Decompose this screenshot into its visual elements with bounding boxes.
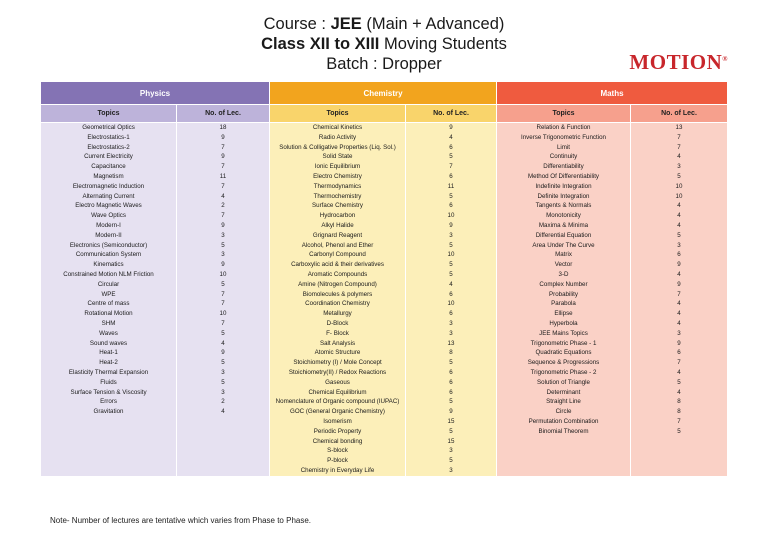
topic-cell: Probability [549,290,578,298]
lecture-count-cell: 5 [449,398,453,406]
topic-cell [41,417,176,427]
lecture-count-cell: 6 [449,202,453,210]
lecture-count-cell: 4 [221,339,225,347]
topic-cell: Gravitation [93,408,124,416]
physics-header: Physics [41,82,269,104]
physics-topics-header: Topics [41,105,176,122]
lecture-count-cell: 9 [449,124,453,131]
topic-cell: Continuity [549,153,578,161]
lecture-count-cell: 3 [449,329,453,337]
maths-rows [497,123,727,476]
lecture-count-cell: 4 [677,388,681,396]
topic-cell: Wave Optics [91,212,126,220]
lecture-count-cell: 10 [447,212,455,220]
topic-cell: Communication System [75,251,142,259]
lecture-count-cell: 5 [221,280,225,288]
lecture-count-cell: 5 [449,192,453,200]
topic-cell: SHM [101,319,116,327]
lecture-count-cell: 7 [449,163,453,171]
course-rest: (Main + Advanced) [361,15,505,33]
topic-cell: F- Block [326,329,349,337]
topic-cell: Differential Equation [535,231,592,239]
topic-cell: Differentiability [543,163,584,171]
lecture-count-cell: 5 [221,359,225,367]
lecture-count-cell: 3 [449,447,453,455]
lecture-count-cell: 11 [219,172,227,180]
topic-cell: Electro Chemistry [313,172,362,180]
topic-cell: Geometrical Optics [82,124,135,131]
lecture-count-cell [631,466,727,476]
maths-topic-cells [497,123,630,476]
topic-cell [497,466,630,476]
topic-cell: Straight Line [546,398,581,406]
topic-cell: Heat-2 [99,359,118,367]
lecture-count-cell: 9 [221,133,225,141]
topic-cell: Method Of Differentiability [527,172,600,180]
chemistry-topic-cells [270,123,405,476]
lecture-count-cell: 5 [449,427,453,435]
lecture-count-cell: 6 [449,368,453,376]
lecture-count-cell: 5 [449,270,453,278]
lecture-count-cell [177,466,269,476]
lecture-count-cell: 4 [677,221,681,229]
topic-cell: Circular [97,280,120,288]
logo-registered-mark: ® [722,55,728,63]
topic-cell: Inverse Trigonometric Function [521,133,606,141]
topic-cell: Definite Integration [537,192,590,200]
lecture-count-cell: 3 [221,388,225,396]
topic-cell [41,466,176,476]
lecture-count-cell: 6 [449,378,453,386]
lecture-count-cell: 3 [221,251,225,259]
topic-cell: Alternating Current [82,192,135,200]
lecture-count-cell: 7 [677,143,681,151]
lecture-count-cell: 9 [221,349,225,357]
topic-cell: Modern-II [95,231,122,239]
lecture-count-cell [631,446,727,456]
lecture-count-cell: 4 [449,133,453,141]
lecture-count-cell: 3 [677,329,681,337]
topic-cell: Sequence & Progressions [527,359,600,367]
lecture-count-cell: 8 [677,398,681,406]
lecture-count-cell [177,446,269,456]
lecture-count-cell: 6 [677,251,681,259]
lecture-count-cell: 10 [447,300,455,308]
topic-cell [41,456,176,466]
lecture-count-cell: 9 [221,221,225,229]
lecture-count-cell: 5 [449,261,453,269]
lecture-count-cell: 5 [221,329,225,337]
lecture-count-cell: 3 [449,319,453,327]
topic-cell: Salt Analysis [319,339,356,347]
topic-cell: Thermochemistry [313,192,362,200]
lecture-count-cell: 7 [677,133,681,141]
lecture-count-cell [177,417,269,427]
motion-logo [629,50,728,75]
lecture-count-cell: 7 [221,182,225,190]
lecture-count-cell: 5 [449,241,453,249]
topic-cell: Atomic Structure [314,349,361,357]
topic-cell: Capacitance [91,163,126,171]
lecture-count-cell: 7 [221,163,225,171]
topic-cell [41,427,176,437]
lecture-count-cell: 3 [449,466,453,474]
topic-cell [41,446,176,456]
topic-cell: P-block [327,457,348,465]
lecture-count-cell: 10 [219,310,227,318]
lecture-count-cell: 5 [677,231,681,239]
topic-cell [497,437,630,447]
lecture-count-cell: 4 [449,280,453,288]
lecture-count-cell: 18 [219,124,227,131]
topic-cell: Rotational Motion [84,310,133,318]
topic-cell: S-block [327,447,348,455]
topic-cell [497,456,630,466]
topic-cell: Electro Magnetic Waves [75,202,142,210]
lecture-count-cell: 10 [675,182,683,190]
lecture-count-cell: 7 [677,290,681,298]
topic-cell: Hyperbola [549,319,578,327]
course-name: JEE [330,15,362,33]
lecture-count-cell: 4 [677,368,681,376]
lecture-count-cell: 9 [221,153,225,161]
lecture-count-cell: 4 [677,300,681,308]
lecture-count-cell: 5 [677,172,681,180]
topic-cell: Alcohol, Phenol and Ether [301,241,374,249]
lecture-count-cell: 13 [447,339,455,347]
lecture-count-cell: 15 [447,437,455,445]
topic-cell: Centre of mass [87,300,130,308]
batch-line: Batch : Dropper [326,55,442,73]
lecture-count-cell: 4 [677,153,681,161]
lecture-count-cell: 8 [449,349,453,357]
topic-cell: D-Block [326,319,349,327]
lecture-count-cell: 4 [221,192,225,200]
course-line [0,14,768,34]
topic-cell: Indefinite Integration [535,182,592,190]
lecture-count-cell: 3 [221,231,225,239]
lecture-count-cell: 6 [449,310,453,318]
lecture-count-cell: 5 [449,153,453,161]
topic-cell: Binomial Theorem [538,427,589,435]
physics-column [41,105,269,514]
topic-cell: Chemical Kinetics [312,124,363,131]
lecture-count-cell: 7 [221,300,225,308]
topic-cell: Stoichiometry (I) / Mole Concept [293,359,382,367]
lecture-count-cell: 6 [449,388,453,396]
topic-cell: Elasticity Thermal Expansion [68,368,149,376]
lecture-count-cell: 7 [677,417,681,425]
topic-cell: Constrained Motion NLM Friction [63,270,154,278]
chemistry-rows [270,123,496,476]
topic-cell: Permutation Combination [528,417,599,425]
lecture-count-cell: 4 [677,310,681,318]
topic-cell: Parabola [551,300,576,308]
lecture-count-cell: 5 [677,378,681,386]
topic-cell: Alkyl Halide [321,221,354,229]
maths-topics-header: Topics [497,105,630,122]
lecture-count-cell: 3 [221,368,225,376]
topic-cell: Quadratic Equations [535,349,592,357]
topic-cell: Area Under The Curve [532,241,595,249]
lecture-count-cell [177,427,269,437]
topic-cell: Errors [100,398,117,406]
topic-cell: Heat-1 [99,349,118,357]
lecture-count-cell [177,437,269,447]
topic-cell: Carbonyl Compound [309,251,366,259]
lecture-count-cell: 6 [449,172,453,180]
lecture-count-cell: 11 [447,182,455,190]
lecture-count-cell: 7 [677,359,681,367]
topic-cell: Periodic Property [313,427,362,435]
lecture-count-cell: 7 [221,319,225,327]
lecture-count-cell: 10 [447,251,455,259]
topic-cell: Electronics (Semiconductor) [69,241,148,249]
topic-cell: Tangents & Normals [535,202,592,210]
topic-cell: Solution of Triangle [537,378,590,386]
lecture-count-cell: 6 [449,290,453,298]
maths-column [497,105,727,514]
lecture-count-cell: 10 [675,192,683,200]
chemistry-lecture-cells [406,123,496,476]
topic-cell: Ionic Equilibrium [314,163,361,171]
topic-cell: Trigonometric Phase - 1 [530,339,597,347]
topic-cell: Thermodynamics [313,182,362,190]
topic-cell: Determinant [546,388,581,396]
lecture-count-cell: 4 [221,408,225,416]
lecture-count-cell: 6 [677,349,681,357]
lecture-count-cell: 5 [221,241,225,249]
topic-cell: Maxima & Minima [538,221,589,229]
lecture-count-cell: 6 [449,143,453,151]
topic-cell: Isomerism [323,417,352,425]
chemistry-column [270,105,496,514]
topic-cell: Limit [556,143,571,151]
chemistry-header: Chemistry [270,82,496,104]
lecture-count-cell [631,437,727,447]
class-rest: Moving Students [379,35,507,53]
topic-cell: Electromagnetic Induction [72,182,145,190]
topic-cell: Vector [554,261,573,269]
topic-cell [41,437,176,447]
maths-column-headers [497,105,727,122]
chemistry-lectures-header: No. of Lec. [406,105,496,122]
lecture-count-cell: 9 [449,221,453,229]
topic-cell: Relation & Function [536,124,591,131]
topic-cell: Surface Tension & Viscosity [70,388,147,396]
topic-cell: Stoichiometry(II) / Redox Reactions [288,368,387,376]
logo-text: MOTION [629,50,723,74]
topic-cell: Grignard Reagent [312,231,363,239]
lecture-table [41,82,727,514]
lecture-count-cell: 8 [677,408,681,416]
lecture-count-cell: 4 [677,202,681,210]
topic-cell: Biomolecules & polymers [302,290,373,298]
lecture-count-cell: 5 [449,359,453,367]
lecture-count-cell: 9 [677,280,681,288]
lecture-count-cell: 13 [675,124,683,131]
class-name: Class XII to XIII [261,35,380,53]
lecture-count-cell: 4 [677,270,681,278]
chemistry-column-headers [270,105,496,122]
topic-cell [497,446,630,456]
topic-cell: Hydrocarbon [319,212,356,220]
physics-lectures-header: No. of Lec. [177,105,269,122]
topic-cell: GOC (General Organic Chemistry) [290,408,385,416]
physics-rows [41,123,269,476]
topic-cell: Metallurgy [323,310,352,318]
topic-cell: JEE Mains Topics [539,329,588,337]
lecture-count-cell [177,456,269,466]
lecture-count-cell: 9 [677,339,681,347]
maths-lecture-cells [631,123,727,476]
lecture-count-cell: 9 [449,408,453,416]
topic-cell: Monotonicity [546,212,581,220]
lecture-count-cell: 5 [449,457,453,465]
topic-cell: Amine (Nitrogen Compound) [298,280,377,288]
topic-cell: Radio Activity [318,133,357,141]
lecture-count-cell: 4 [677,212,681,220]
topic-cell: Modern-I [96,221,121,229]
chemistry-topics-header: Topics [270,105,405,122]
lecture-count-cell [631,456,727,466]
topic-cell: Carboxylic acid & their derivatives [291,261,384,269]
topic-cell: Chemical Equilibrium [308,388,367,396]
lecture-count-cell: 5 [221,378,225,386]
course-prefix: Course : [263,15,331,33]
lecture-count-cell: 7 [221,290,225,298]
topic-cell: Coordination Chemistry [305,300,370,308]
lecture-count-cell: 15 [447,417,455,425]
physics-topic-cells [41,123,176,476]
maths-header: Maths [497,82,727,104]
topic-cell: Surface Chemistry [312,202,363,210]
lecture-count-cell: 9 [677,261,681,269]
lecture-count-cell: 7 [221,143,225,151]
topic-cell: Sound waves [89,339,128,347]
topic-cell: Electrostatics-2 [87,143,130,151]
maths-lectures-header: No. of Lec. [631,105,727,122]
topic-cell: Waves [99,329,118,337]
lecture-count-cell: 9 [221,261,225,269]
topic-cell: Magnetism [93,172,124,180]
topic-cell: Electrostatics-1 [87,133,130,141]
lecture-count-cell: 3 [449,231,453,239]
topic-cell: Aromatic Compounds [307,270,368,278]
topic-cell: Chemical bonding [312,437,363,445]
lecture-count-cell: 3 [677,163,681,171]
topic-cell: Chemistry in Everyday Life [300,466,375,474]
topic-cell: Solid State [322,153,353,161]
lecture-count-cell: 5 [677,427,681,435]
topic-cell: WPE [101,290,116,298]
topic-cell: Complex Number [539,280,588,288]
lecture-count-cell: 4 [677,319,681,327]
topic-cell: 3-D [558,270,569,278]
lecture-count-cell: 7 [221,212,225,220]
topic-cell: Current Electricity [84,153,133,161]
physics-lecture-cells [177,123,269,476]
topic-cell: Nomenclature of Organic compound (IUPAC) [275,398,400,406]
lecture-count-cell: 2 [221,202,225,210]
topic-cell: Solution & Colligative Properties (Liq. Sol.) [279,143,396,151]
topic-cell: Fluids [100,378,117,386]
physics-column-headers [41,105,269,122]
lecture-count-cell: 2 [221,398,225,406]
topic-cell: Gaseous [325,378,350,386]
topic-cell: Matrix [555,251,572,259]
topic-cell: Trigonometric Phase - 2 [530,368,597,376]
lecture-count-cell: 3 [677,241,681,249]
topic-cell: Kinematics [93,261,124,269]
topic-cell: Circle [555,408,572,416]
lecture-count-cell: 10 [219,270,227,278]
footer-note: Note- Number of lectures are tentative which varies from Phase to Phase. [50,516,312,525]
topic-cell: Ellipse [554,310,573,318]
